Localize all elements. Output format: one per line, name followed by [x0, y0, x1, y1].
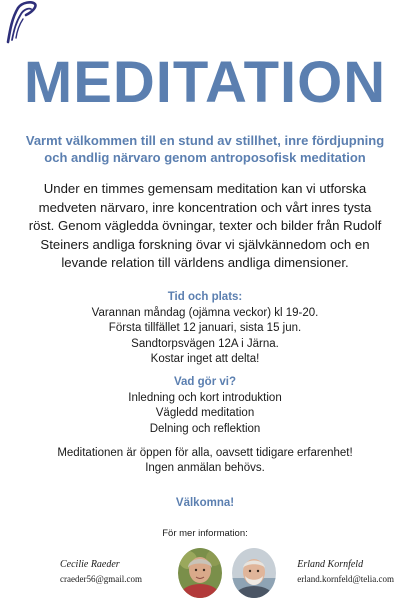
- what-we-do-heading: Vad gör vi?: [174, 376, 236, 388]
- what-we-do-list: [0, 391, 410, 437]
- subtitle-line: och andlig närvaro genom antroposofisk meditation: [44, 150, 366, 165]
- contact-email[interactable]: craeder56@gmail.com: [60, 574, 143, 584]
- activity-line: Delning och reflektion: [149, 422, 261, 435]
- contact-name: Erland Kornfeld: [297, 559, 364, 570]
- contact-right: [297, 559, 394, 584]
- time-place-heading: Tid och plats:: [167, 291, 243, 303]
- detail-line: Första tillfället 12 januari, sista 15 jun.: [108, 322, 302, 335]
- portrait-woman-image: [178, 548, 222, 598]
- welcome-text: Välkomna!: [175, 497, 235, 509]
- contact-left: [60, 559, 142, 584]
- intro-line: levande relation till världens andliga dimensioner.: [61, 255, 349, 270]
- intro-line: medveten närvaro, inre koncentration och vårt inres tysta: [38, 199, 372, 215]
- closing-line: Meditationen är öppen för alla, oavsett tidigare erfarenhet!: [57, 447, 353, 459]
- contact-email[interactable]: erland.kornfeld@telia.com: [297, 574, 394, 584]
- avatar-right: [232, 548, 276, 598]
- closing-text: [0, 446, 410, 477]
- time-place-details: [0, 306, 410, 367]
- page-title: MEDITATION: [23, 50, 387, 115]
- activity-line: Inledning och kort introduktion: [128, 392, 282, 404]
- contact-name: Cecilie Raeder: [60, 559, 120, 570]
- subtitle: [12, 132, 398, 166]
- subtitle-line: Varmt välkommen till en stund av stillhet, inre fördjupning: [25, 133, 385, 148]
- detail-line: Varannan måndag (ojämna veckor) kl 19-20.: [91, 307, 319, 319]
- portrait-man-image: [232, 548, 276, 598]
- intro-line: röst. Genom vägledda övningar, texter och bilder från Rudolf: [28, 218, 382, 233]
- avatar-left: [178, 548, 222, 598]
- detail-line: Sandtorpsvägen 12A i Järna.: [131, 337, 279, 350]
- detail-line: Kostar inget att delta!: [150, 352, 260, 365]
- intro-paragraph: [22, 180, 388, 273]
- closing-line: Ingen anmälan behövs.: [145, 462, 265, 475]
- intro-line: Steiners andliga forskning övar vi självkännedom och en: [40, 236, 370, 252]
- activity-line: Vägledd meditation: [155, 407, 255, 420]
- stylized-p-logo-icon: [2, 0, 38, 44]
- more-info-label: För mer information:: [162, 528, 248, 539]
- intro-line: Under en timmes gemensam meditation kan vi utforska: [43, 181, 367, 196]
